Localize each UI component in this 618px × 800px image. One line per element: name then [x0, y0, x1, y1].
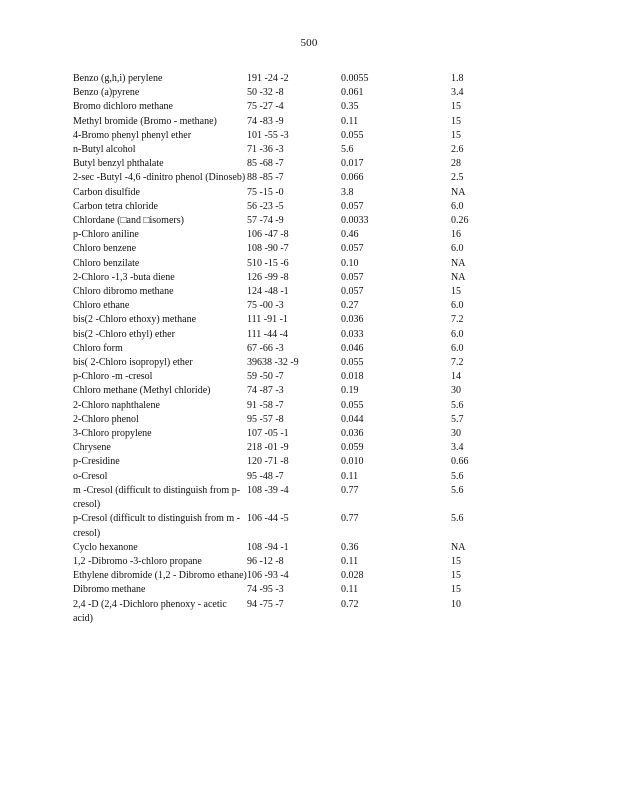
table-row [73, 342, 493, 356]
value-a-cell: 0.046 [341, 342, 364, 354]
table-row [73, 470, 493, 484]
cas-number-cell: 106 -93 -4 [247, 570, 289, 582]
chemical-name-cell: Benzo (a)pyrene [73, 87, 140, 99]
value-a-cell: 0.11 [341, 555, 359, 567]
cas-number-cell: 108 -90 -7 [247, 243, 289, 255]
cas-number-cell: 74 -95 -3 [247, 584, 284, 596]
value-a-cell: 0.11 [341, 584, 359, 596]
value-a-cell: 0.017 [341, 158, 364, 170]
chemical-name-cell: o-Cresol [73, 470, 108, 482]
value-a-cell: 0.057 [341, 271, 364, 283]
chemical-name-cell: Dibromo methane [73, 584, 146, 596]
table-row [73, 257, 493, 271]
value-b-cell: 5.7 [451, 413, 464, 425]
table-row [73, 129, 493, 143]
chemical-name-cell: Carbon disulfide [73, 186, 140, 198]
chemical-name-cell: 4-Bromo phenyl phenyl ether [73, 129, 192, 141]
value-a-cell: 0.72 [341, 598, 359, 610]
value-a-cell: 0.018 [341, 371, 364, 383]
value-a-cell: 0.35 [341, 101, 359, 113]
cas-number-cell: 96 -12 -8 [247, 555, 284, 567]
value-a-cell: 0.057 [341, 286, 364, 298]
cas-number-cell: 120 -71 -8 [247, 456, 289, 468]
value-b-cell: 5.6 [451, 513, 464, 525]
cas-number-cell: 124 -48 -1 [247, 286, 289, 298]
value-b-cell: 7.2 [451, 314, 464, 326]
cas-number-cell: 75 -00 -3 [247, 300, 284, 312]
value-b-cell: 3.4 [451, 442, 464, 454]
table-row [73, 328, 493, 342]
cas-number-cell: 95 -57 -8 [247, 413, 284, 425]
table-row [73, 271, 493, 285]
cas-number-cell: 126 -99 -8 [247, 271, 289, 283]
chemical-name-cell: bis(2 -Chloro ethyl) ether [73, 328, 175, 340]
value-a-cell: 0.044 [341, 413, 364, 425]
chemical-name-cell: Chrysene [73, 442, 111, 454]
table-body [73, 72, 493, 626]
cas-number-cell: 108 -94 -1 [247, 541, 289, 553]
chemical-name-cell: Chloro benzilate [73, 257, 140, 269]
chemical-name-cell: Butyl benzyl phthalate [73, 158, 164, 170]
value-b-cell: 15 [451, 584, 461, 596]
value-a-cell: 0.059 [341, 442, 364, 454]
value-b-cell: 6.0 [451, 243, 464, 255]
chemical-name-cell: 3-Chloro propylene [73, 428, 152, 440]
value-a-cell: 0.46 [341, 229, 359, 241]
chemical-name-cell: 1,2 -Dibromo -3-chloro propane [73, 555, 202, 567]
table-row [73, 299, 493, 313]
value-b-cell: 15 [451, 555, 461, 567]
cas-number-cell: 111 -91 -1 [247, 314, 288, 326]
cas-number-cell: 67 -66 -3 [247, 342, 284, 354]
value-a-cell: 0.0055 [341, 73, 369, 84]
cas-number-cell: 111 -44 -4 [247, 328, 288, 340]
value-b-cell: 6.0 [451, 200, 464, 212]
table-row [73, 228, 493, 242]
value-a-cell: 0.0033 [341, 215, 369, 227]
table-row [73, 541, 493, 555]
chemical-name-cell: p-Cresol (difficult to distinguish from m - cresol) [73, 513, 241, 539]
value-b-cell: 14 [451, 371, 461, 383]
table-row [73, 157, 493, 171]
cas-number-cell: 95 -48 -7 [247, 470, 284, 482]
value-b-cell: 6.0 [451, 342, 464, 354]
table-row [73, 384, 493, 398]
cas-number-cell: 191 -24 -2 [247, 73, 289, 84]
table-row [73, 484, 493, 512]
cas-number-cell: 94 -75 -7 [247, 598, 284, 610]
table-row [73, 200, 493, 214]
table-row [73, 441, 493, 455]
value-a-cell: 0.10 [341, 257, 359, 269]
chemical-name-cell: 2-Chloro phenol [73, 413, 139, 425]
chemical-name-cell: Bromo dichloro methane [73, 101, 173, 113]
value-a-cell: 0.77 [341, 513, 359, 525]
table-row [73, 171, 493, 185]
chemical-name-cell: Chloro ethane [73, 300, 130, 312]
value-a-cell: 0.061 [341, 87, 364, 99]
value-b-cell: 2.5 [451, 172, 464, 184]
table-row [73, 427, 493, 441]
chemical-name-cell: bis(2 -Chloro ethoxy) methane [73, 314, 197, 326]
value-b-cell: 6.0 [451, 300, 464, 312]
value-a-cell: 0.055 [341, 399, 364, 411]
chemical-name-cell: p-Cresidine [73, 456, 120, 468]
page-number: 500 [300, 37, 318, 49]
cas-number-cell: 75 -15 -0 [247, 186, 284, 198]
cas-number-cell: 57 -74 -9 [247, 215, 284, 227]
cas-number-cell: 107 -05 -1 [247, 428, 289, 440]
value-b-cell: 3.4 [451, 87, 464, 99]
value-b-cell: 16 [451, 229, 461, 241]
table-row [73, 583, 493, 597]
value-a-cell: 0.055 [341, 129, 364, 141]
chemical-name-cell: Carbon tetra chloride [73, 200, 158, 212]
value-b-cell: 28 [451, 158, 461, 170]
value-b-cell: 15 [451, 570, 461, 582]
table-row [73, 569, 493, 583]
value-a-cell: 0.27 [341, 300, 359, 312]
value-a-cell: 0.028 [341, 570, 364, 582]
chemical-name-cell: Ethylene dibromide (1,2 - Dibromo ethane) [73, 570, 247, 582]
value-a-cell: 0.055 [341, 357, 364, 369]
chemical-name-cell: m -Cresol (difficult to distinguish from p- cresol) [73, 484, 241, 511]
value-b-cell: 0.66 [451, 456, 469, 468]
chemical-name-cell: 2-Chloro -1,3 -buta diene [73, 271, 175, 283]
cas-number-cell: 50 -32 -8 [247, 87, 284, 99]
table-row [73, 313, 493, 327]
cas-number-cell: 71 -36 -3 [247, 144, 284, 156]
value-a-cell: 0.11 [341, 470, 359, 482]
table-row [73, 86, 493, 100]
chemical-name-cell: 2,4 -D (2,4 -Dichloro phenoxy - acetic acid) [73, 598, 227, 624]
chemical-name-cell: p-Chloro aniline [73, 229, 139, 241]
value-b-cell: 5.6 [451, 484, 464, 496]
value-a-cell: 0.11 [341, 115, 359, 127]
value-a-cell: 0.033 [341, 328, 364, 340]
value-a-cell: 0.036 [341, 314, 364, 326]
chemical-name-cell: Chloro dibromo methane [73, 286, 174, 298]
value-a-cell: 0.010 [341, 456, 364, 468]
chemical-data-table [73, 72, 493, 626]
table-row [73, 370, 493, 384]
cas-number-cell: 510 -15 -6 [247, 257, 289, 269]
value-b-cell: 2.6 [451, 144, 464, 156]
value-a-cell: 0.77 [341, 484, 359, 496]
table-row [73, 115, 493, 129]
cas-number-cell: 39638 -32 -9 [247, 357, 299, 369]
table-row [73, 186, 493, 200]
value-b-cell: 15 [451, 129, 461, 141]
table-row [73, 100, 493, 114]
cas-number-cell: 101 -55 -3 [247, 129, 289, 141]
chemical-name-cell: p-Chloro -m -cresol [73, 371, 153, 383]
cas-number-cell: 88 -85 -7 [247, 172, 284, 184]
value-b-cell: NA [451, 186, 466, 198]
chemical-name-cell: Chloro methane (Methyl chloride) [73, 385, 211, 397]
value-a-cell: 0.057 [341, 243, 364, 255]
table-row [73, 598, 493, 626]
cas-number-cell: 108 -39 -4 [247, 484, 289, 496]
chemical-name-cell: Chloro form [73, 342, 123, 354]
value-a-cell: 0.19 [341, 385, 359, 397]
chemical-name-cell: 2-Chloro naphthalene [73, 399, 160, 411]
table-row [73, 413, 493, 427]
chemical-name-cell: bis( 2-Chloro isopropyl) ether [73, 357, 193, 369]
value-a-cell: 0.066 [341, 172, 364, 184]
value-b-cell: NA [451, 541, 466, 553]
table-row [73, 242, 493, 256]
cas-number-cell: 85 -68 -7 [247, 158, 284, 170]
table-row [73, 455, 493, 469]
chemical-name-cell: Cyclo hexanone [73, 541, 138, 553]
cas-number-cell: 74 -83 -9 [247, 115, 284, 127]
value-b-cell: 15 [451, 101, 461, 113]
value-b-cell: NA [451, 257, 466, 269]
value-b-cell: 0.26 [451, 215, 469, 227]
table-row [73, 399, 493, 413]
value-b-cell: 6.0 [451, 328, 464, 340]
cas-number-cell: 106 -44 -5 [247, 513, 289, 525]
cas-number-cell: 56 -23 -5 [247, 200, 284, 212]
value-b-cell: 15 [451, 286, 461, 298]
value-b-cell: 15 [451, 115, 461, 127]
chemical-name-cell: n-Butyl alcohol [73, 144, 136, 156]
value-b-cell: 5.6 [451, 470, 464, 482]
table-row [73, 72, 493, 86]
value-b-cell: 30 [451, 428, 461, 440]
value-b-cell: 7.2 [451, 357, 464, 369]
cas-number-cell: 74 -87 -3 [247, 385, 284, 397]
cas-number-cell: 59 -50 -7 [247, 371, 284, 383]
table-row [73, 285, 493, 299]
cas-number-cell: 91 -58 -7 [247, 399, 284, 411]
table-row [73, 512, 493, 540]
chemical-name-cell: Chlordane (□and □isomers) [73, 215, 184, 227]
chemical-name-cell: Methyl bromide (Bromo - methane) [73, 115, 217, 127]
table-row [73, 356, 493, 370]
table-row [73, 143, 493, 157]
chemical-name-cell: Benzo (g,h,i) perylene [73, 73, 163, 84]
value-b-cell: 5.6 [451, 399, 464, 411]
value-a-cell: 0.057 [341, 200, 364, 212]
table-row [73, 555, 493, 569]
value-a-cell: 5.6 [341, 144, 354, 156]
value-b-cell: 1.8 [451, 73, 464, 84]
cas-number-cell: 106 -47 -8 [247, 229, 289, 241]
chemical-name-cell: 2-sec -Butyl -4,6 -dinitro phenol (Dinoseb) [73, 172, 246, 184]
value-b-cell: 30 [451, 385, 461, 397]
cas-number-cell: 75 -27 -4 [247, 101, 284, 113]
value-a-cell: 0.036 [341, 428, 364, 440]
value-b-cell: NA [451, 271, 466, 283]
value-b-cell: 10 [451, 598, 461, 610]
value-a-cell: 3.8 [341, 186, 354, 198]
value-a-cell: 0.36 [341, 541, 359, 553]
table-row [73, 214, 493, 228]
chemical-name-cell: Chloro benzene [73, 243, 137, 255]
cas-number-cell: 218 -01 -9 [247, 442, 289, 454]
